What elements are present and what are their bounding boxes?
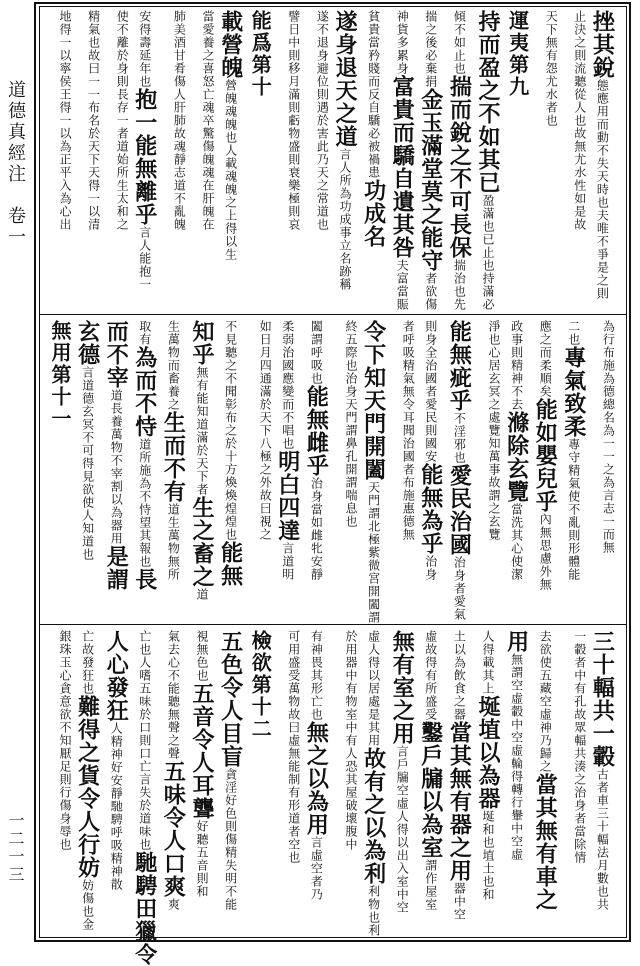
scripture-text: 用	[503, 630, 530, 653]
scripture-text: 愛民治國	[446, 464, 473, 556]
register-middle	[46, 320, 621, 624]
text-column	[49, 10, 75, 310]
text-column	[217, 10, 247, 310]
commentary-text: 爽	[166, 898, 181, 911]
commentary-text: 使不離於身則長存一者道始所生太和之	[115, 10, 130, 231]
scripture-text: 金玉滿堂莫之能守	[417, 88, 444, 272]
text-column	[417, 10, 447, 311]
commentary-text: 虛人得以居處是其用	[366, 630, 381, 747]
commentary-text: 揣治也先	[452, 259, 467, 311]
commentary-text: 為行布施為德總名為一一之為言志一而無	[601, 320, 616, 554]
commentary-text: 精氣也故曰一一布名於天下天得一以清	[86, 10, 101, 231]
scripture-text: 馳騁田獵令	[131, 851, 158, 966]
text-column	[503, 630, 533, 932]
commentary-text: 傾不如止也	[452, 10, 467, 75]
text-column	[74, 630, 104, 932]
commentary-text: 貧貴當矜賤而反自驕必被禍患	[366, 10, 381, 179]
commentary-text: 去欲使五藏空虛神乃歸之	[538, 630, 553, 773]
commentary-text: 天門謂北極紫微宮開闔謂	[366, 481, 381, 624]
text-column	[564, 630, 590, 932]
text-column	[446, 320, 475, 621]
text-column	[535, 10, 561, 310]
commentary-text: 器中空	[452, 882, 467, 921]
chapter-heading: 無用第十一	[48, 320, 72, 430]
scripture-text: 知乎	[189, 320, 215, 366]
text-column	[589, 630, 618, 932]
commentary-text: 言道明	[280, 542, 295, 581]
scripture-text: 載營魄	[217, 10, 244, 79]
commentary-text: 如日月四通滿於天下八極之外故曰視之	[258, 320, 273, 541]
commentary-text: 安得壽延年也	[137, 10, 152, 88]
commentary-text: 埏和也埴土也和	[481, 810, 495, 901]
commentary-text: 亡故發狂也	[80, 630, 95, 695]
text-column	[189, 630, 218, 932]
commentary-text: 者欲傷	[423, 272, 438, 311]
scripture-text: 生之畜之	[189, 496, 215, 588]
text-column	[446, 630, 475, 932]
commentary-text: 當愛養之喜怒亡魂卒驚傷魄魂在肝魄在	[201, 10, 215, 231]
text-column	[131, 10, 161, 310]
commentary-text: 柔弱治國應變而不唱也	[280, 320, 295, 450]
text-column	[249, 630, 275, 932]
scripture-text: 是謂	[103, 545, 130, 591]
commentary-text: 治身者愛氣	[452, 556, 467, 621]
text-column	[106, 10, 132, 310]
scripture-text: 人心發狂	[103, 630, 130, 722]
commentary-text: 一轂者中有孔故眾輻共湊之治身者當除情	[572, 630, 587, 864]
scripture-text: 能無	[217, 541, 244, 587]
text-column	[446, 10, 475, 311]
scripture-text: 五音令人耳聾	[189, 682, 215, 820]
commentary-text: 人得載其上	[481, 630, 495, 695]
commentary-text: 淨也心居玄冥之處覽知萬事故謂之玄覽	[487, 320, 501, 541]
commentary-text: 應之而柔順矣	[538, 320, 553, 398]
scripture-text: 難得之貨令人行妨	[74, 695, 101, 879]
text-column	[160, 320, 189, 620]
commentary-text: 二也	[566, 320, 581, 346]
register-bottom	[46, 630, 621, 966]
commentary-text: 治身	[423, 555, 438, 581]
commentary-text: 好聽五音則和	[195, 820, 209, 898]
text-column	[389, 10, 418, 311]
commentary-text: 道所施為不恃望其報也	[137, 438, 152, 568]
commentary-text: 營魄魂魄也人載魂魄之上得以生	[223, 79, 238, 261]
text-column	[303, 630, 332, 932]
commentary-text: 譬日中則移月滿則虧物盛則衰樂極則哀	[286, 10, 301, 231]
commentary-text: 則身全治國者愛民則國安	[423, 320, 438, 463]
text-column	[131, 320, 161, 620]
commentary-text: 止決之則流聽從人也故無尤水性如是故	[572, 10, 587, 231]
register-divider-upper	[39, 314, 627, 315]
text-column	[249, 320, 275, 620]
scripture-text: 功成名	[360, 179, 387, 248]
text-column	[507, 10, 533, 310]
scripture-text: 富貴而驕自遺其咎	[389, 75, 416, 259]
commentary-text: 虛故得有所盛受	[423, 630, 438, 721]
text-column	[360, 320, 390, 624]
text-column	[189, 320, 218, 620]
text-column	[389, 630, 418, 932]
commentary-text: 於用器中有物室中有人恐其屋破壞腹中	[344, 630, 358, 851]
commentary-text: 神貨多累身	[395, 10, 410, 75]
scripture-text: 滌除玄覽	[503, 411, 530, 503]
text-column	[503, 320, 533, 620]
scripture-text: 持而盈之不如其已	[475, 10, 501, 194]
text-column	[192, 10, 218, 310]
commentary-text: 謂作屋室	[423, 859, 438, 911]
scripture-text: 能無疵乎	[446, 320, 473, 412]
text-column	[278, 10, 304, 310]
text-column	[217, 320, 247, 620]
commentary-text: 無謂空虛轂中空虛輪得轉行轝中空虛	[509, 653, 524, 861]
scripture-text: 能如嬰兒乎	[532, 398, 559, 513]
commentary-text: 取有	[137, 320, 152, 346]
commentary-text: 態應用而動不失天時也夫唯不爭是之則	[595, 79, 610, 300]
commentary-text: 無有能知道滿於天下者	[195, 366, 209, 496]
scripture-text: 無之以為用	[303, 721, 330, 836]
text-column	[475, 630, 504, 932]
commentary-text: 終五際也治身天門謂鼻孔開謂喘息也	[344, 320, 358, 528]
text-column	[49, 630, 75, 932]
scripture-text: 揣而銳之不可長保	[446, 75, 473, 259]
text-column	[592, 320, 618, 620]
commentary-text: 盈滿也已止也持滿必	[481, 194, 495, 311]
commentary-text: 不見聽之不聞彰布之於十方煥煥煌煌也	[223, 320, 238, 541]
commentary-text: 肺美酒甘肴傷人肝肺故魂靜志道不亂魄	[172, 10, 187, 231]
scripture-text: 明白四達	[274, 450, 301, 542]
commentary-text: 古者車三十輻法月數也共	[595, 768, 610, 911]
scripture-text: 鑿戶牖以為室	[417, 721, 444, 859]
commentary-text: 道長養萬物不宰割以為器用	[109, 389, 124, 545]
scripture-text: 能無雌乎	[303, 385, 330, 477]
text-column	[360, 630, 390, 937]
commentary-text: 亡也人嗜五味於口則口亡言失於道味也	[137, 630, 152, 851]
commentary-text: 闔謂呼吸也	[309, 320, 324, 385]
commentary-text: 可用盛受萬物故曰虛無能制有形道者空也	[286, 630, 301, 864]
scripture-text: 埏埴以為器	[475, 695, 501, 810]
scripture-text: 挫其銳	[589, 10, 616, 79]
text-column	[475, 10, 504, 311]
scripture-text: 而不宰	[103, 320, 130, 389]
text-column	[589, 10, 618, 310]
chapter-heading: 檢欲第十二	[248, 630, 273, 740]
commentary-text: 道生萬物無所	[166, 503, 181, 581]
scripture-text: 三十輻共一轂	[589, 630, 616, 768]
text-column	[417, 630, 447, 932]
scripture-text: 五味令人口爽	[160, 760, 187, 898]
text-column	[303, 320, 332, 620]
text-column	[49, 320, 75, 620]
text-column	[532, 320, 561, 620]
text-column	[564, 10, 590, 310]
commentary-text: 地得一以寧侯王得一以為正平入為心出	[58, 10, 72, 231]
scripture-text: 遂身退天之道	[332, 10, 358, 148]
commentary-text: 利物也利	[366, 885, 381, 937]
text-column	[131, 630, 161, 966]
scripture-text: 無有室之用	[389, 630, 416, 745]
text-column	[360, 10, 390, 310]
scripture-text: 專氣致柔	[560, 346, 587, 438]
commentary-text: 言戶牖空虛人得以出入室中空	[395, 745, 410, 914]
text-column	[417, 320, 447, 620]
chapter-heading: 能爲第十	[248, 10, 273, 98]
commentary-text: 專守精氣使不亂則形體能	[566, 438, 581, 581]
scripture-text: 當其無有器之用	[446, 721, 473, 882]
commentary-text: 貪淫好色則傷精失明不能	[223, 768, 238, 911]
text-column	[103, 630, 132, 932]
text-column	[217, 630, 247, 932]
commentary-text: 人精神好安靜馳騁呼吸精神散	[109, 722, 124, 891]
commentary-text: 妨傷也金	[80, 879, 95, 931]
commentary-text: 言人所為功成事立名跡稱	[338, 148, 352, 291]
scripture-text: 生而不有	[160, 411, 187, 503]
text-column	[392, 320, 418, 620]
register-divider-lower	[39, 624, 627, 625]
commentary-text: 天下無有怨尤水者也	[544, 10, 559, 127]
text-column	[306, 10, 332, 310]
commentary-text: 言道德玄冥不可得見欲使人知道也	[80, 366, 95, 561]
commentary-text: 視無色也	[195, 630, 209, 682]
margin-page-number: 一二一三	[6, 812, 25, 884]
commentary-text: 言虛空者乃	[309, 836, 324, 901]
scripture-text: 能無為乎	[417, 463, 444, 555]
text-column	[560, 320, 590, 620]
commentary-text: 生萬物而畜養之	[166, 320, 181, 411]
commentary-text: 內無思慮外無	[538, 513, 553, 591]
scripture-text: 當其無有車之	[532, 773, 559, 911]
text-column	[78, 10, 104, 310]
scripture-text: 長	[131, 568, 158, 591]
text-column	[532, 630, 561, 932]
margin-book-title: 道德真經注 卷一	[5, 80, 26, 248]
commentary-text: 銀珠玉心貪意欲不知厭足則行傷身辱也	[58, 630, 72, 851]
commentary-text: 土以為飲食之器	[452, 630, 467, 721]
text-column	[163, 10, 189, 310]
scripture-text: 為而不恃	[131, 346, 158, 438]
commentary-text: 政事則精神不去	[509, 320, 524, 411]
scripture-text: 玄德	[74, 320, 101, 366]
text-column	[160, 630, 189, 932]
text-column	[478, 320, 504, 620]
scripture-text: 故有之以為利	[360, 747, 387, 885]
chapter-heading: 運夷第九	[505, 10, 530, 98]
text-column	[274, 320, 304, 620]
commentary-text: 當洗其心使潔	[509, 503, 524, 581]
commentary-text: 有神畏其形亡也	[309, 630, 324, 721]
scripture-text: 五色令人目盲	[217, 630, 244, 768]
text-column	[335, 630, 361, 932]
text-column	[335, 320, 361, 620]
text-column	[74, 320, 104, 620]
commentary-text: 夫富當賑	[395, 259, 410, 311]
commentary-text: 道	[195, 588, 209, 601]
commentary-text: 揣之後必棄捐	[423, 10, 438, 88]
commentary-text: 言人能抱一	[137, 226, 152, 291]
commentary-text: 氣去心不能聽無聲之聲	[166, 630, 181, 760]
commentary-text: 遂不退身避位則遇於害此乃天之常道也	[315, 10, 330, 231]
commentary-text: 治身當如雌牝安靜	[309, 477, 324, 581]
register-top	[46, 10, 621, 310]
scripture-text: 令下知天門開闔	[360, 320, 387, 481]
text-column	[103, 320, 132, 620]
scripture-text: 抱一能無離乎	[131, 88, 158, 226]
text-column	[332, 10, 361, 310]
commentary-text: 者呼吸精氣無令耳聞治國者布施惠德無	[401, 320, 416, 541]
text-column	[249, 10, 275, 310]
text-column	[278, 630, 304, 932]
commentary-text: 不淫邪也	[452, 412, 467, 464]
